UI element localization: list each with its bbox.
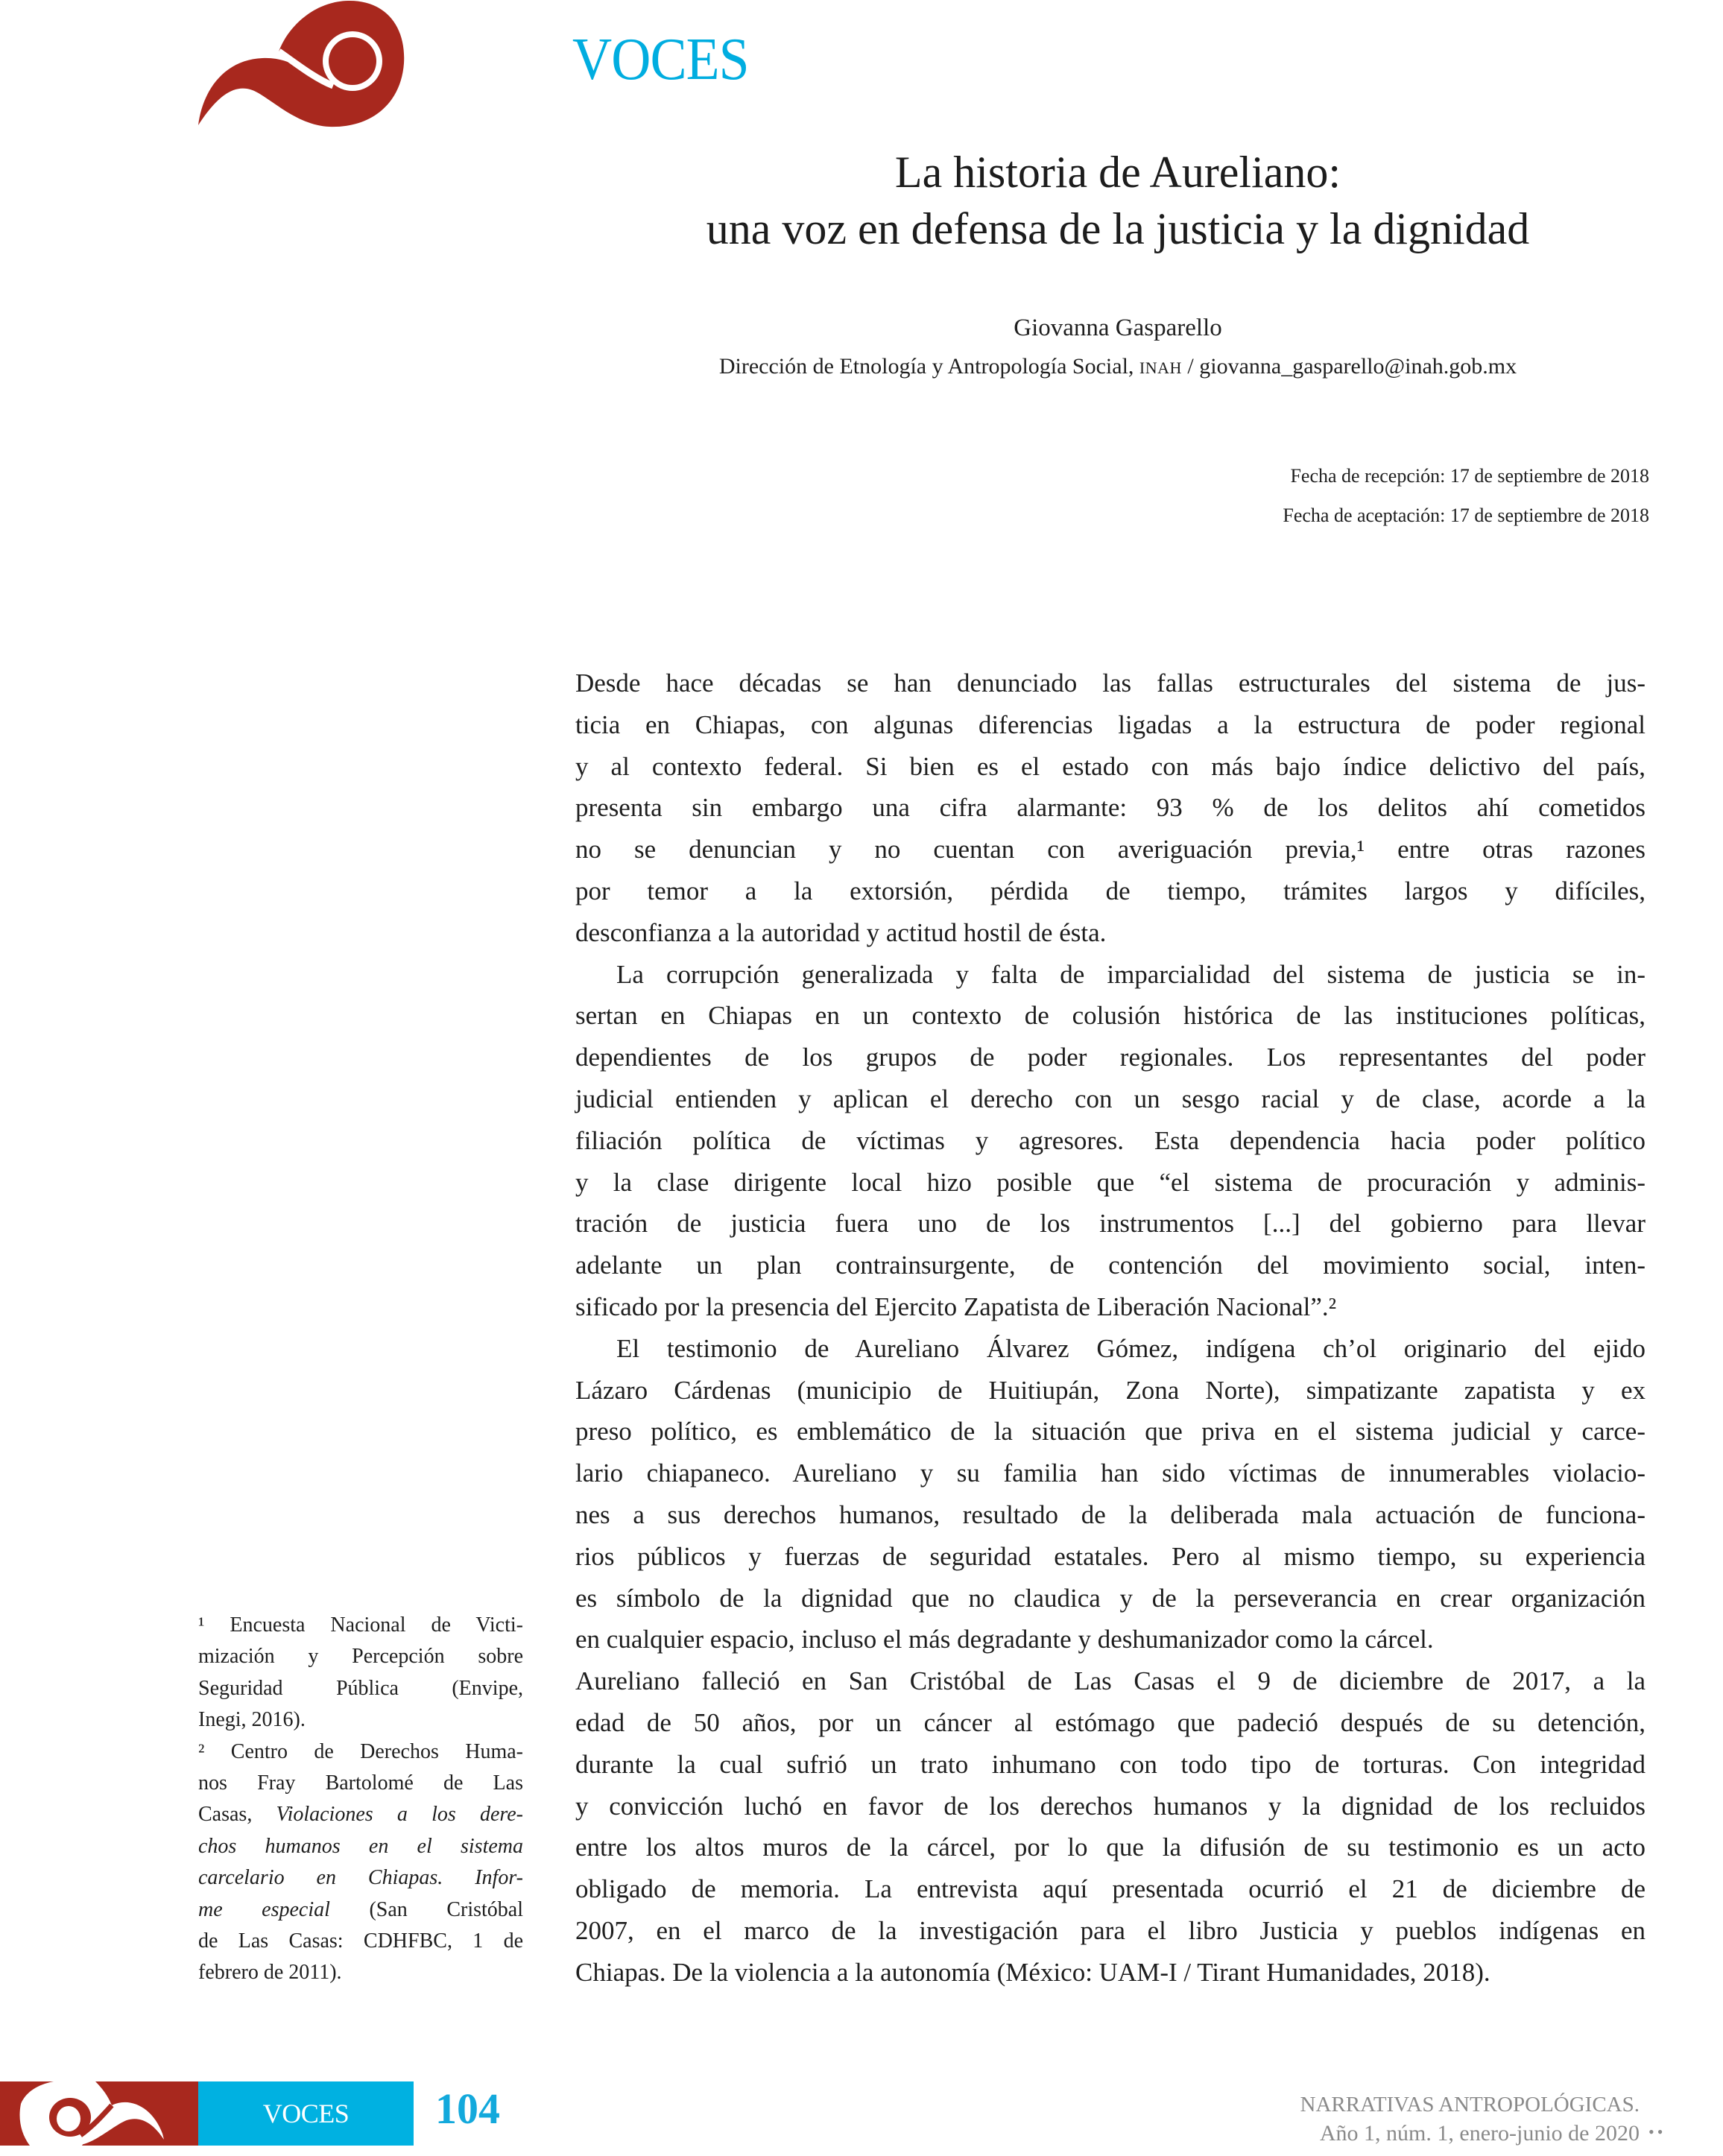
footnote-line: febrero de 2011). (198, 1961, 342, 1985)
article-title-line-1: La historia de Aureliano: (894, 148, 1341, 197)
footnote-line: chos humanos en el sistema (198, 1834, 523, 1858)
body-line: en cualquier espacio, incluso el más degradante y deshumanizador como la cárcel. (575, 1625, 1434, 1654)
footnote-line: mización y Percepción sobre (198, 1645, 523, 1669)
article-title-line-2: una voz en defensa de la justicia y la dignidad (706, 204, 1530, 253)
footnotes (198, 1610, 523, 1989)
body-line: presenta sin embargo una cifra alarmante: 93 % de los delitos ahí cometidos (575, 793, 1645, 823)
footnote-line: carcelario en Chiapas. Infor- (198, 1866, 523, 1890)
footnote-line: Inegi, 2016). (198, 1708, 306, 1732)
body-line: Aureliano falleció en San Cristóbal de Las Casas el 9 de diciembre de 2017, a la (575, 1666, 1645, 1696)
footer-logo-icon (0, 2081, 198, 2146)
body-line: filiación política de víctimas y agresores. Esta dependencia hacia poder político (575, 1125, 1645, 1155)
body-line: lario chiapaneco. Aureliano y su familia han sido víctimas de innumerables violacio- (575, 1458, 1645, 1488)
date-accepted: Fecha de aceptación: 17 de septiembre de 2018 (1283, 505, 1649, 526)
body-line: tración de justicia fuera uno de los instrumentos [...] del gobierno para llevar (575, 1209, 1645, 1239)
body-line: judicial entienden y aplican el derecho con un sesgo racial y de clase, acorde a la (575, 1084, 1645, 1113)
date-received: Fecha de recepción: 17 de septiembre de 2018 (1290, 465, 1649, 487)
article-body (575, 663, 1645, 1994)
footer-logo-band (0, 2081, 198, 2146)
footnote-line: ² Centro de Derechos Huma- (198, 1739, 523, 1763)
body-line: El testimonio de Aureliano Álvarez Gómez, indígena ch’ol originario del ejido (616, 1333, 1645, 1363)
footnote-line: Seguridad Pública (Envipe, (198, 1676, 523, 1700)
body-line: por temor a la extorsión, pérdida de tiempo, trámites largos y difíciles, (575, 876, 1645, 905)
page-number: 104 (435, 2084, 500, 2133)
section-brand-title: VOCES (572, 27, 749, 92)
journal-issue: Año 1, núm. 1, enero-junio de 2020 (1319, 2121, 1640, 2146)
body-line: y la clase dirigente local hizo posible que “el sistema de procuración y adminis- (575, 1167, 1645, 1197)
body-line: ticia en Chiapas, con algunas diferencias ligadas a la estructura de poder regional (575, 709, 1645, 739)
body-line: dependientes de los grupos de poder regionales. Los representantes del poder (575, 1043, 1645, 1072)
body-line: entre los altos muros de la cárcel, por lo que la difusión de su testimonio es un acto (575, 1833, 1645, 1862)
body-line: preso político, es emblemático de la situación que priva en el sistema judicial y carce- (575, 1417, 1645, 1447)
body-line: obligado de memoria. La entrevista aquí presentada ocurrió el 21 de diciembre de (575, 1874, 1645, 1904)
body-line: durante la cual sufrió un trato inhumano con todo tipo de torturas. Con integridad (575, 1749, 1645, 1779)
body-line: desconfianza a la autoridad y actitud hostil de ésta. (575, 917, 1107, 947)
body-line: nes a sus derechos humanos, resultado de la deliberada mala actuación de funciona- (575, 1499, 1645, 1529)
body-line: rios públicos y fuerzas de seguridad estatales. Pero al mismo tiempo, su experiencia (575, 1541, 1645, 1571)
author-name: Giovanna Gasparello (1014, 314, 1222, 341)
footnote-line: Casas, Violaciones a los dere- (198, 1803, 524, 1827)
author-affiliation (566, 353, 1669, 382)
footnote-line: de Las Casas: CDHFBC, 1 de (198, 1929, 523, 1953)
affiliation-prefix: Dirección de Etnología y Antropología Social, (718, 354, 1139, 379)
voces-logo-icon (195, 0, 408, 128)
affiliation-org: INAH (1139, 358, 1182, 377)
body-line: Desde hace décadas se han denunciado las fallas estructurales del sistema de jus- (575, 668, 1645, 698)
body-line: Chiapas. De la violencia a la autonomía (México: UAM-I / Tirant Humanidades, 2018). (575, 1957, 1490, 1987)
body-line: edad de 50 años, por un cáncer al estómago que padeció después de su detención, (575, 1707, 1645, 1737)
body-line: sificado por la presencia del Ejercito Zapatista de Liberación Nacional”.² (575, 1292, 1337, 1321)
body-line: y al contexto federal. Si bien es el estado con más bajo índice delictivo del país, (575, 751, 1645, 781)
footnote-line: nos Fray Bartolomé de Las (198, 1771, 523, 1795)
footnote-title-italic: Violaciones a los dere- (276, 1803, 524, 1827)
footnote-line: ¹ Encuesta Nacional de Victi- (198, 1613, 523, 1637)
body-line: La corrupción generalizada y falta de imparcialidad del sistema de justicia se in- (616, 959, 1645, 989)
body-line: y convicción luchó en favor de los derechos humanos y la dignidad de los recluidos (575, 1791, 1645, 1821)
footer-section-label: VOCES (262, 2099, 350, 2128)
body-line: Lázaro Cárdenas (municipio de Huitiupán, Zona Norte), simpatizante zapatista y ex (575, 1375, 1645, 1405)
body-line: es símbolo de la dignidad que no claudica y de la perseverancia en crear organización (575, 1583, 1645, 1613)
body-line: no se denuncian y no cuentan con averiguación previa,¹ entre otras razones (575, 835, 1645, 864)
journal-name: NARRATIVAS ANTROPOLÓGICAS. (1300, 2093, 1640, 2117)
affiliation-email: / giovanna_gasparello@inah.gob.mx (1181, 354, 1517, 379)
decorative-dots-icon: •• (1648, 2122, 1666, 2141)
footnote-line: me especial (San Cristóbal (198, 1897, 523, 1921)
body-line: sertan en Chiapas en un contexto de colusión histórica de las instituciones políticas, (575, 1001, 1645, 1031)
body-line: 2007, en el marco de la investigación para el libro Justicia y pueblos indígenas en (575, 1915, 1645, 1945)
body-line: adelante un plan contrainsurgente, de contención del movimiento social, inten- (575, 1251, 1645, 1280)
